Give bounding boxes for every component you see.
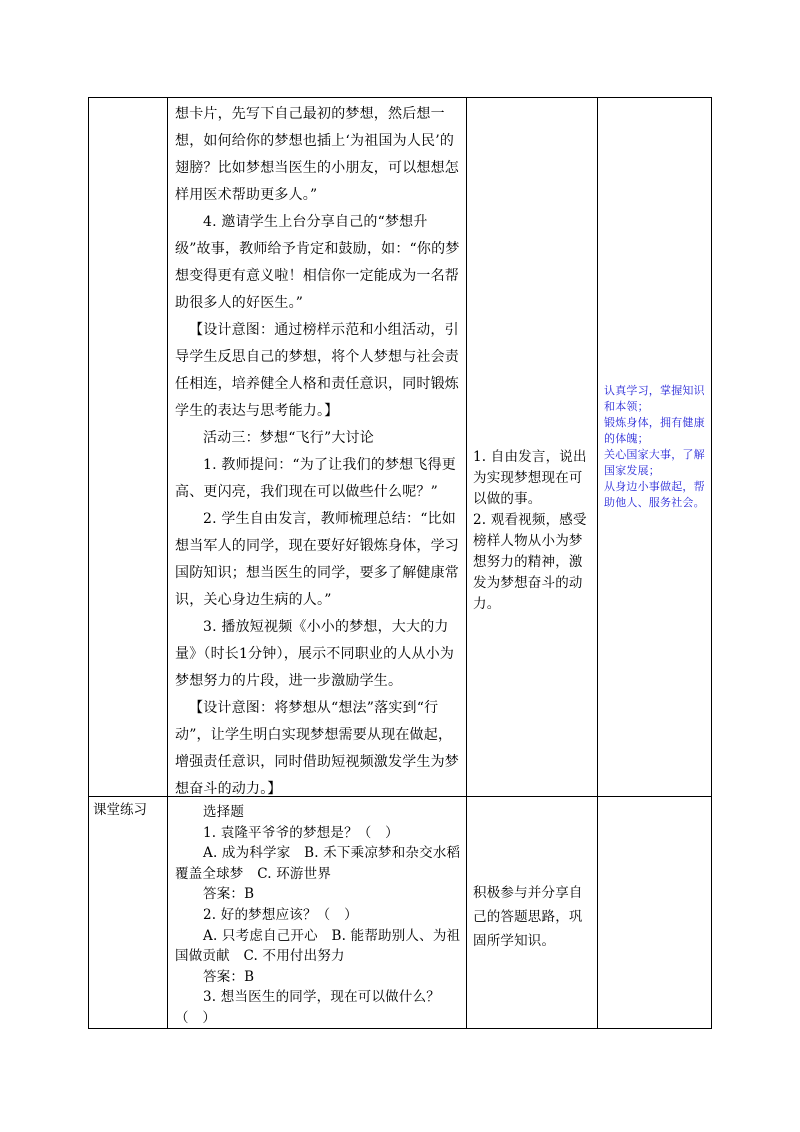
literacy-item: 锻炼身体，拥有健康的体魄； — [604, 416, 705, 445]
practice-line: 选择题 — [203, 804, 245, 820]
table-left-border — [88, 97, 89, 1029]
column-divider-1 — [167, 97, 168, 1029]
literacy-item: 关心国家大事，了解国家发展； — [604, 448, 705, 477]
practice-line: A. 只考虑自己开心 B. 能帮助别人、为祖国做贡献 C. 不用付出努力 — [175, 927, 461, 965]
student-activity-cell — [473, 447, 593, 615]
teacher-paragraph: 2. 学生自由发言，教师梳理总结：“比如想当军人的同学，现在要好好锻炼身体，学习国防知识；想当医生的同学，要多了解健康常识，关心身边生病的人。” — [175, 511, 459, 608]
teacher-paragraph: 4. 邀请学生上台分享自己的“梦想升级”故事，教师给予肯定和鼓励，如：“你的梦想变得更有意义啦！相信你一定能成为一名帮助很多人的好医生。” — [175, 214, 460, 311]
activity-three-heading: 活动三：梦想“飞行”大讨论 — [203, 430, 374, 446]
practice-student-activity-cell — [473, 881, 593, 953]
column-divider-2 — [466, 97, 467, 1029]
design-intent-paragraph: 【设计意图：将梦想从“想法”落实到“行动”，让学生明白实现梦想需要从现在做起，增强责任意识，同时借助短视频激发学生为梦想奋斗的动力。】 — [175, 700, 459, 797]
design-intent-paragraph: 【设计意图：通过榜样示范和小组活动，引导学生反思自己的梦想，将个人梦想与社会责任相连，培养健全人格和责任意识，同时锻炼学生的表达与思考能力。】 — [175, 322, 459, 419]
literacy-item: 认真学习，掌握知识和本领； — [604, 384, 705, 413]
teacher-paragraph: 1. 教师提问：“为了让我们的梦想飞得更高、更闪亮，我们现在可以做些什么呢？” — [175, 457, 456, 500]
student-activity-item: 2. 观看视频，感受榜样人物从小为梦想努力的精神，激发为梦想奋斗的动力。 — [473, 512, 587, 612]
practice-line: 3. 想当医生的同学，现在可以做什么？（ ） — [175, 989, 440, 1026]
practice-questions-cell — [175, 802, 461, 1029]
student-activity-item: 1. 自由发言，说出为实现梦想现在可以做的事。 — [473, 449, 587, 507]
practice-line: 答案：B — [203, 886, 255, 903]
practice-line: 答案：B — [203, 968, 255, 985]
column-divider-3 — [597, 97, 598, 1029]
practice-line: 2. 好的梦想应该？（ ） — [203, 906, 358, 923]
table-right-border — [711, 97, 712, 1029]
teacher-paragraph: 3. 播放短视频《小小的梦想，大大的力量》（时长1分钟），展示不同职业的人从小为梦想努力的片段，进一步激励学生。 — [175, 619, 455, 689]
table-top-border — [88, 97, 712, 98]
teacher-paragraph: 想卡片，先写下自己最初的梦想，然后想一想，如何给你的梦想也插上‘为祖国为人民’的翅膀？比如梦想当医生的小朋友，可以想想怎样用医术帮助更多人。” — [175, 106, 459, 203]
teacher-activity-cell — [175, 101, 461, 803]
practice-line: 1. 袁隆平爷爷的梦想是？（ ） — [203, 824, 399, 841]
practice-student-activity: 积极参与并分享自己的答题思路，巩固所学知识。 — [473, 885, 583, 949]
literacy-item: 从身边小事做起，帮助他人、服务社会。 — [604, 480, 705, 509]
practice-label: 课堂练习 — [93, 802, 147, 818]
practice-line: A. 成为科学家 B. 禾下乘凉梦和杂交水稻覆盖全球梦 C. 环游世界 — [175, 845, 461, 882]
core-literacy-cell — [604, 383, 708, 511]
